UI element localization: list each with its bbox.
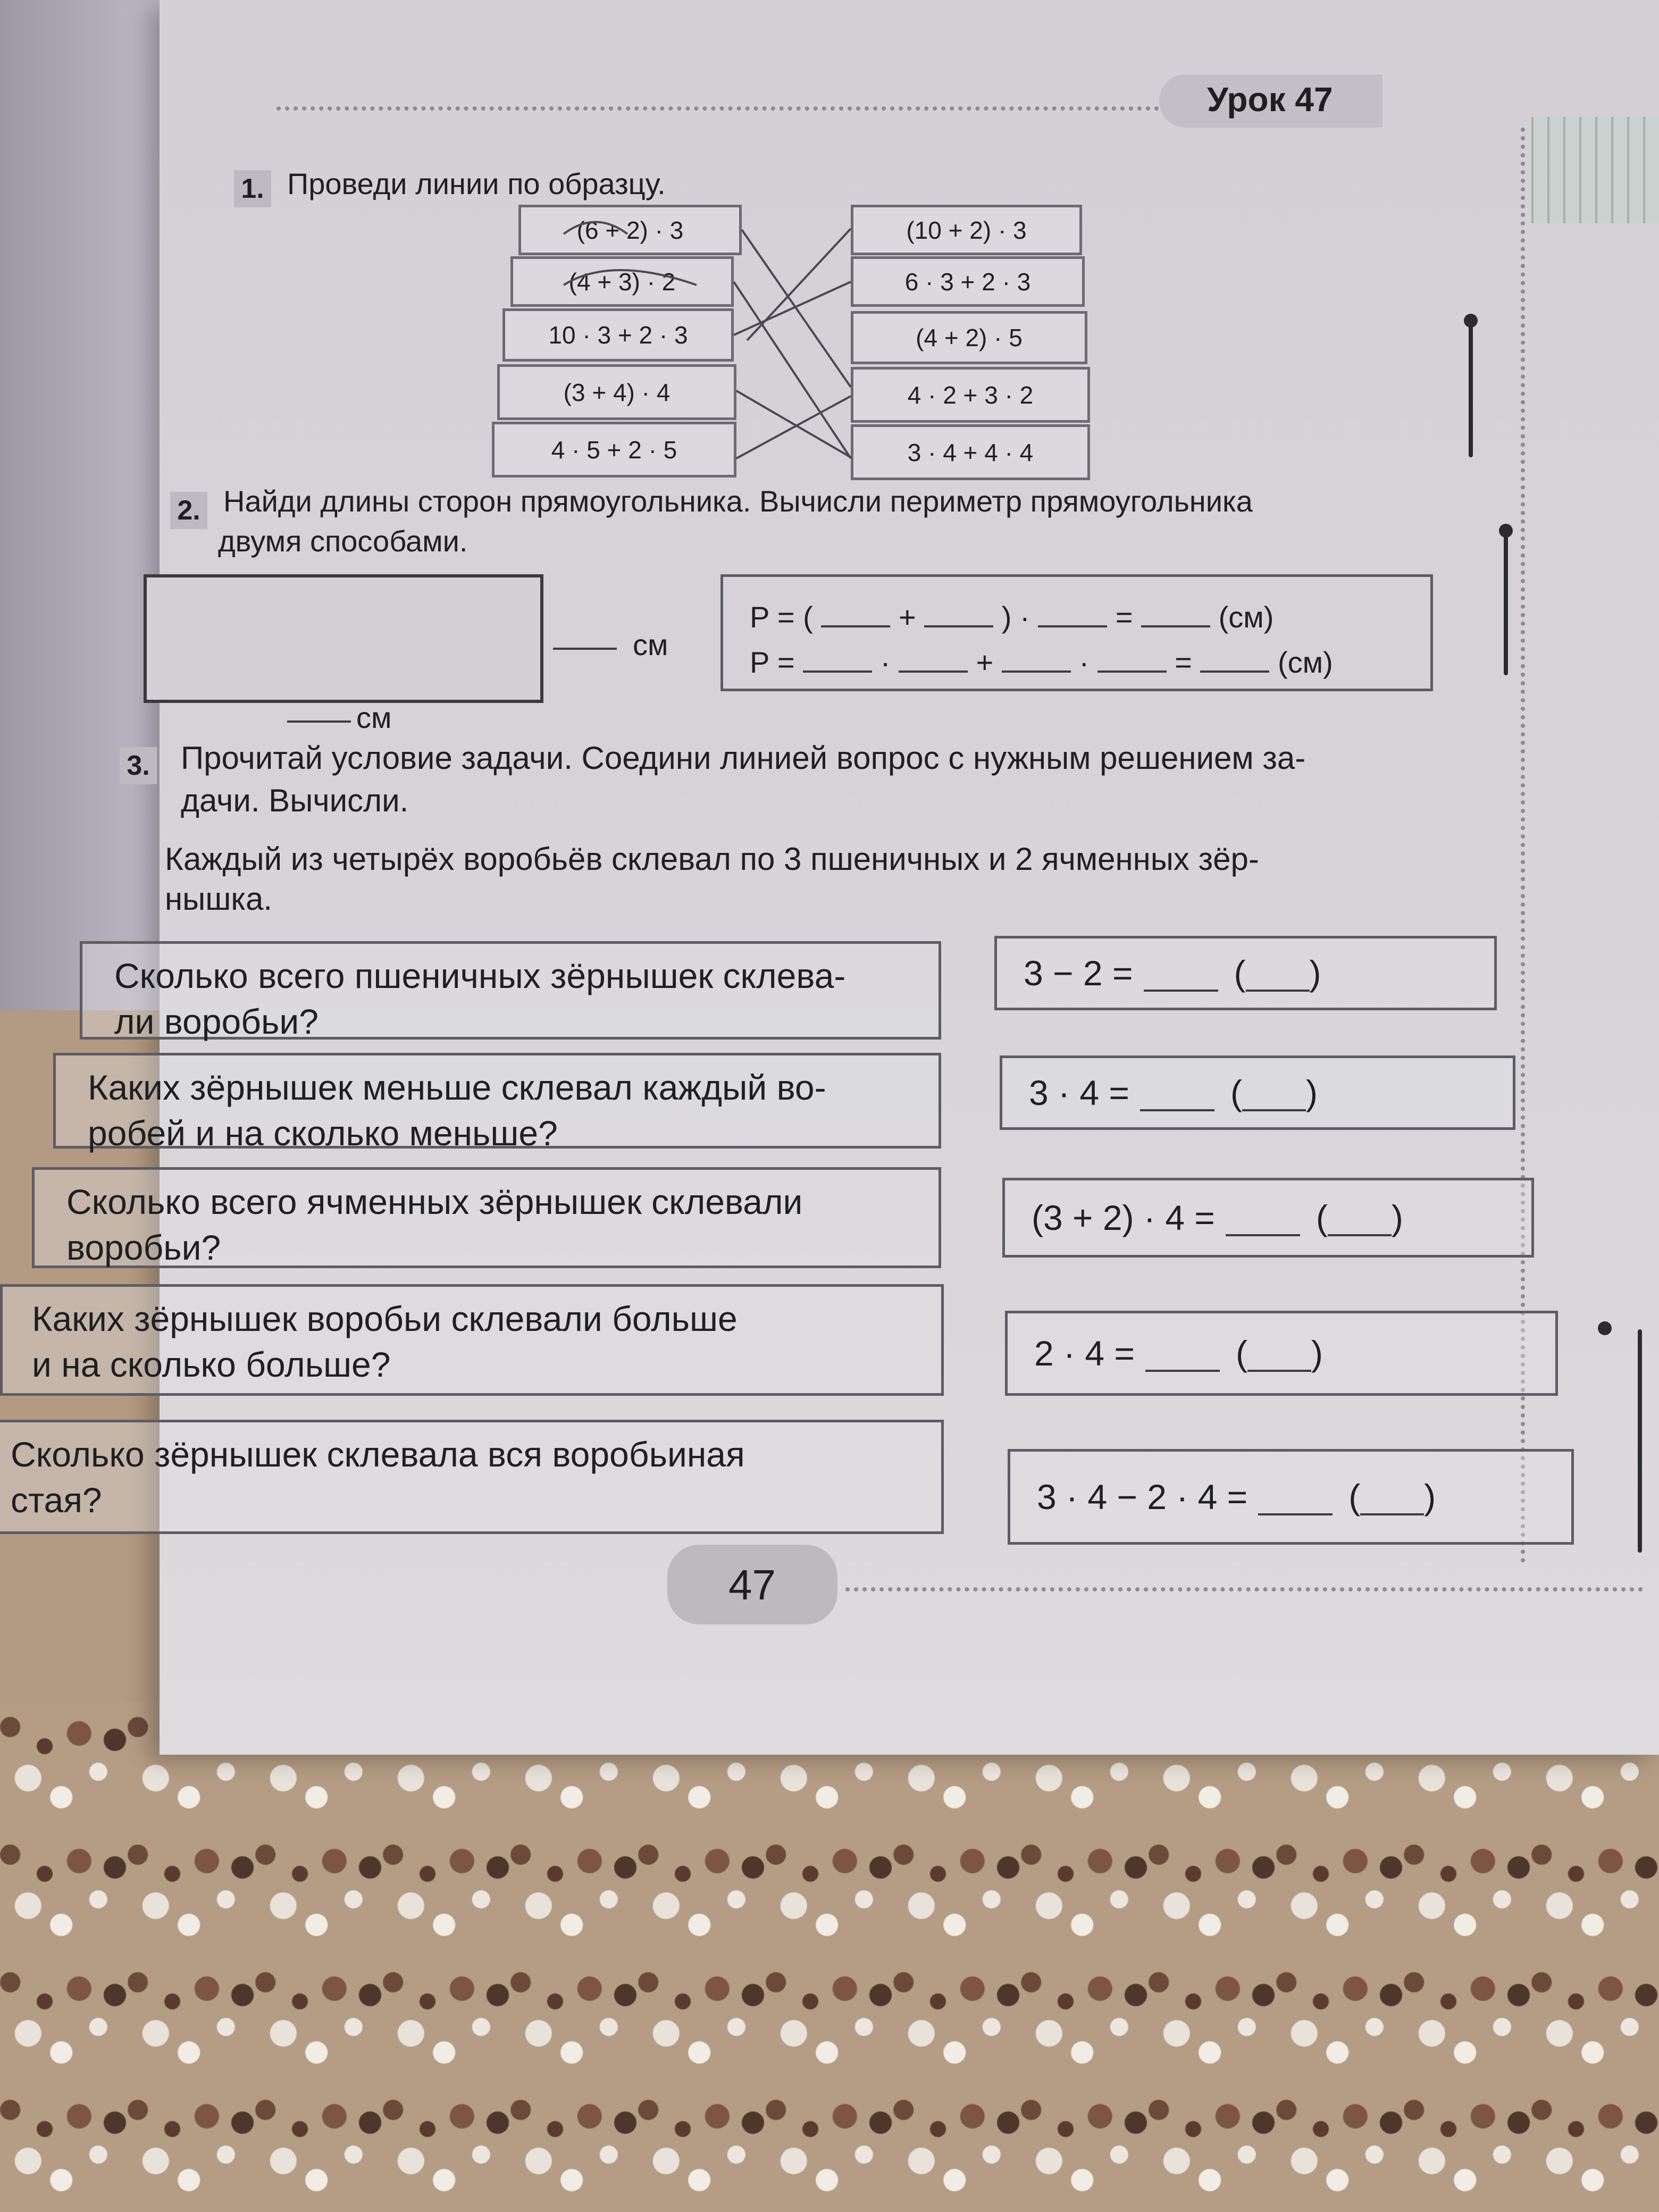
answer-box[interactable] [1002, 1178, 1534, 1258]
unit-blank[interactable] [1242, 1074, 1306, 1111]
bottom-unit: см [356, 701, 392, 734]
paren-close: ) [1309, 953, 1321, 993]
perimeter-formula-1 [750, 596, 1273, 634]
p1-blank-c[interactable] [1038, 596, 1107, 627]
answer-expression: (3 + 2) · 4 = [1032, 1198, 1215, 1237]
task2-number: 2. [170, 492, 207, 529]
question-line: воробьи? [66, 1227, 221, 1267]
question-line: Каких зёрнышек воробьи склевали больше [32, 1299, 738, 1338]
sample-arc [564, 222, 627, 234]
question-line: и на сколько больше? [32, 1344, 391, 1384]
p2-eq: = [1175, 646, 1192, 679]
p2-unit: (см) [1277, 646, 1333, 679]
answer-box[interactable] [1005, 1311, 1558, 1396]
task3-condition-line1: Каждый из четырёх воробьёв склевал по 3 пшеничных и 2 ячменных зёр- [165, 841, 1259, 877]
p2-dot2: · [1079, 646, 1089, 679]
question-box[interactable] [32, 1167, 941, 1268]
p1-open: P = ( [750, 600, 813, 634]
unit-blank[interactable] [1360, 1478, 1424, 1515]
answer-box[interactable] [994, 936, 1497, 1010]
p2-blank-a[interactable] [803, 641, 872, 673]
unit-blank[interactable] [1247, 1335, 1311, 1372]
question-line: стая? [11, 1480, 102, 1520]
answer-blank[interactable] [1258, 1478, 1333, 1515]
p1-close: ) · [1001, 600, 1030, 634]
task1-right-expr: 6 · 3 + 2 · 3 [851, 256, 1085, 307]
sample-arc [564, 270, 697, 285]
p2-dot1: · [880, 646, 891, 679]
p2-blank-b[interactable] [899, 641, 968, 673]
task3-number: 3. [120, 747, 157, 784]
paren-open: ( [1234, 953, 1246, 993]
question-line: ли воробьи? [114, 1001, 319, 1041]
task1-left-expr: (3 + 4) · 4 [497, 364, 736, 420]
match-line [742, 230, 851, 387]
lesson-title: Урок 47 [1207, 80, 1333, 119]
paren-open: ( [1348, 1477, 1361, 1516]
task1-left-expr: (6 + 2) · 3 [518, 205, 742, 255]
paren-close: ) [1305, 1073, 1318, 1112]
question-line: Сколько зёрнышек склевала вся воробьиная [11, 1435, 745, 1474]
p1-eq: = [1115, 600, 1133, 634]
unit-blank[interactable] [1246, 954, 1310, 992]
question-box[interactable] [53, 1053, 941, 1153]
answer-expression: 3 · 4 = [1029, 1073, 1129, 1112]
p2-start: P = [750, 646, 795, 679]
task2-instruction-line1: Найди длины сторон прямоугольника. Вычисли периметр прямоугольника [223, 484, 1253, 518]
answer-blank[interactable] [1226, 1199, 1300, 1236]
answer-blank[interactable] [1145, 1335, 1220, 1372]
match-line [736, 396, 851, 458]
p2-blank-d[interactable] [1097, 641, 1167, 673]
p2-blank-result[interactable] [1200, 641, 1269, 673]
p1-unit: (см) [1218, 600, 1274, 634]
rectangle-figure [144, 574, 543, 703]
task2-instruction-line2: двумя способами. [218, 524, 468, 558]
task1-right-expr: 4 · 2 + 3 · 2 [851, 367, 1090, 423]
answer-blank[interactable] [1144, 954, 1218, 992]
task1-left-expr: 4 · 5 + 2 · 5 [492, 422, 736, 477]
paren-open: ( [1230, 1073, 1242, 1112]
footer-dotted-rule [845, 1587, 1643, 1591]
question-box[interactable] [0, 1284, 944, 1396]
paren-open: ( [1235, 1334, 1247, 1373]
task1-left-expr: 10 · 3 + 2 · 3 [502, 308, 734, 362]
paren-close: ) [1311, 1334, 1323, 1373]
task3-instruction-line2: дачи. Вычисли. [181, 783, 409, 818]
p2-blank-c[interactable] [1002, 641, 1071, 673]
paren-close: ) [1424, 1477, 1436, 1516]
perimeter-formula-2 [750, 641, 1333, 680]
answer-expression: 2 · 4 = [1034, 1334, 1135, 1373]
side-unit: см [633, 628, 668, 661]
answer-expression: 3 · 4 − 2 · 4 = [1037, 1477, 1248, 1516]
p1-blank-a[interactable] [821, 596, 890, 627]
p1-plus: + [898, 600, 916, 634]
answer-box[interactable] [1000, 1055, 1515, 1130]
question-line: Каких зёрнышек меньше склевал каждый во- [88, 1068, 826, 1107]
answer-box[interactable] [1008, 1449, 1574, 1545]
task1-right-expr: 3 · 4 + 4 · 4 [851, 424, 1090, 480]
question-box[interactable] [80, 941, 941, 1040]
unit-blank[interactable] [1328, 1199, 1392, 1236]
task1-left-expr: (4 + 3) · 2 [510, 256, 734, 307]
p1-blank-b[interactable] [924, 596, 993, 627]
paren-open: ( [1316, 1198, 1328, 1237]
p1-blank-result[interactable] [1141, 596, 1210, 627]
task3-instruction-line1: Прочитай условие задачи. Соедини линией вопрос с нужным решением за- [181, 740, 1306, 776]
question-line: Сколько всего ячменных зёрнышек склевали [66, 1182, 803, 1221]
side-length-blank[interactable] [553, 648, 617, 650]
task3-condition-line2: нышка. [165, 881, 273, 917]
task1-right-expr: (4 + 2) · 5 [851, 311, 1087, 364]
task1-instruction: Проведи линии по образцу. [287, 167, 666, 200]
bottom-length-blank[interactable] [287, 720, 351, 723]
task1-right-expr: (10 + 2) · 3 [851, 205, 1082, 255]
page-number: 47 [728, 1561, 776, 1608]
paren-close: ) [1391, 1198, 1403, 1237]
question-box[interactable] [0, 1420, 944, 1534]
question-line: робей и на сколько меньше? [88, 1113, 558, 1153]
answer-expression: 3 − 2 = [1024, 953, 1133, 993]
match-line [736, 391, 851, 457]
question-line: Сколько всего пшеничных зёрнышек склева- [114, 956, 846, 995]
task1-number: 1. [234, 170, 271, 207]
answer-blank[interactable] [1140, 1074, 1214, 1111]
match-line [747, 229, 851, 340]
p2-plus: + [976, 646, 994, 679]
